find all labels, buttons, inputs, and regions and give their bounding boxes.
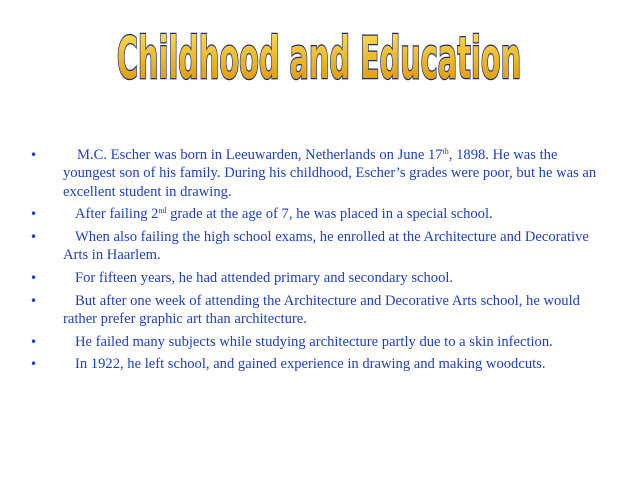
- bullet-marker: •: [30, 207, 38, 222]
- title-text: Childhood and Education: [116, 24, 522, 92]
- bullet-text: In 1922, he left school, and gained experience in drawing and making woodcuts.: [75, 356, 546, 373]
- bullet-item: [30, 269, 610, 287]
- bullet-text-part: grade at the age of 7, he was placed in a special school.: [166, 206, 493, 223]
- bullet-text: For fifteen years, he had attended primary and secondary school.: [75, 270, 454, 286]
- bullet-text: He failed many subjects while studying architecture partly due to a skin infection.: [75, 333, 553, 350]
- bullet-marker: •: [30, 148, 38, 162]
- bullet-marker: •: [30, 293, 38, 308]
- bullet-item: [30, 333, 610, 351]
- bullet-text: But after one week of attending the Architecture and Decorative Arts school, he would rather prefer graphic art than architecture.: [63, 292, 580, 327]
- slide-title: [0, 22, 638, 92]
- bullet-item: [30, 292, 610, 329]
- bullet-marker: •: [30, 230, 38, 244]
- bullet-text: When also failing the high school exams, he enrolled at the Architecture and Decorative Arts in Haarlem.: [63, 229, 589, 264]
- bullet-list: [30, 146, 610, 378]
- bullet-marker: •: [30, 271, 38, 285]
- bullet-item: [30, 355, 610, 373]
- bullet-superscript: th: [442, 147, 449, 156]
- title-wordart: [0, 22, 638, 92]
- bullet-text-part: , 1898. He was the youngest son of his family. During his childhood, Escher’s grades were poor, but he was an excellent student in drawing.: [63, 147, 597, 200]
- bullet-item: [30, 205, 610, 223]
- bullet-superscript: nd: [158, 206, 167, 216]
- bullet-text-part: After failing 2: [75, 206, 159, 223]
- bullet-text-part: M.C. Escher was born in Leeuwarden, Netherlands on June 17: [77, 147, 443, 163]
- bullet-item: [30, 228, 610, 265]
- bullet-marker: •: [30, 334, 38, 349]
- bullet-marker: •: [30, 357, 38, 372]
- bullet-item: [30, 146, 610, 201]
